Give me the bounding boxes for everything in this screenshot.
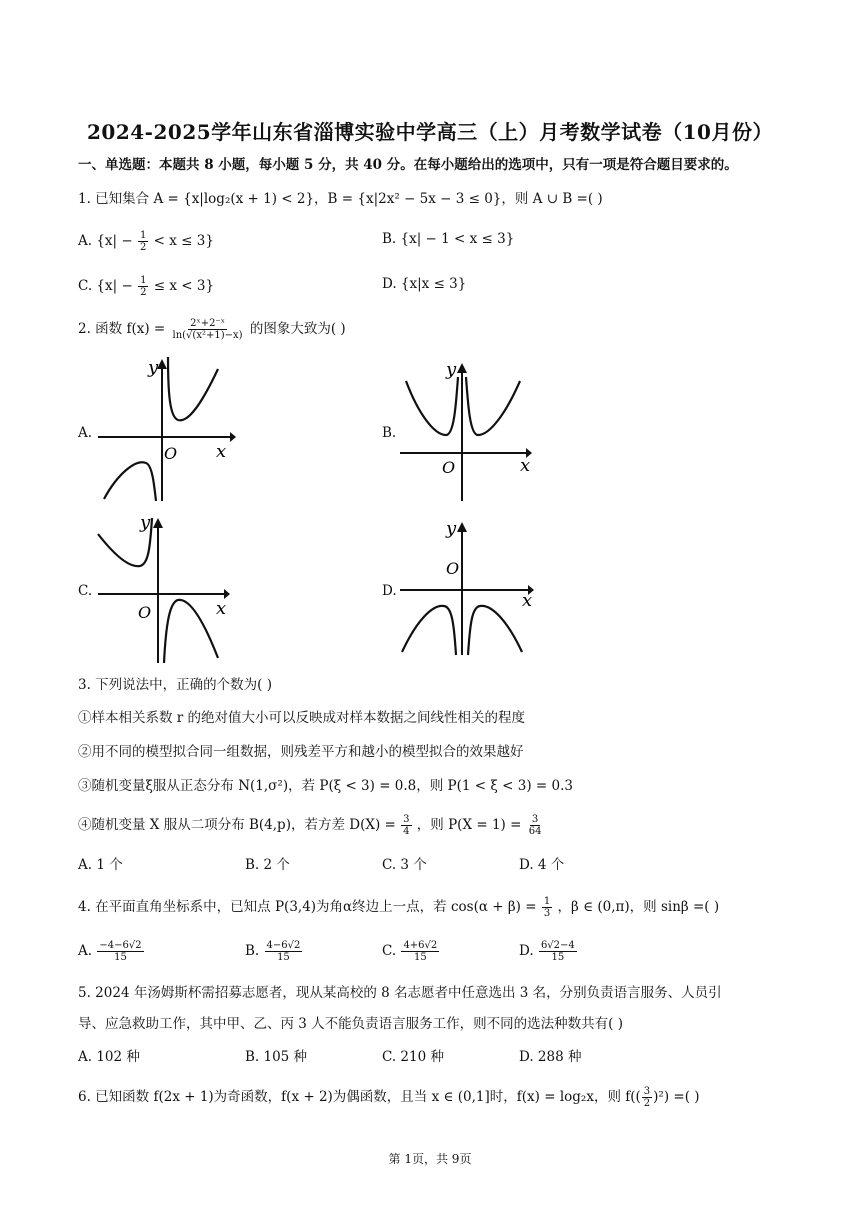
question-2-stem [78,318,346,341]
q6-numerator: 3 [643,1086,651,1097]
q2-option-a-label: A. [78,425,93,441]
q4-option-a-numerator: −4−6√2 [99,940,142,951]
q1-option-c [78,275,214,298]
q3-option-c: C. 3 个 [382,857,427,873]
q2-numerator: 2ˣ+2⁻ˣ [190,318,225,329]
q2-graph-c-origin: O [138,603,152,622]
q2-graph-b-x-label: x [520,455,531,476]
question-5-stem-line-2: 导、应急救助工作，其中甲、乙、丙 3 人不能负责语言服务工作，则不同的选法种数共有( ) [78,1016,623,1032]
q1-option-d: D. {x|x ≤ 3} [382,276,467,292]
q1-option-c-denominator: 2 [140,287,147,298]
q4-denominator: 3 [543,908,551,919]
q2-option-d-label: D. [382,583,397,599]
question-4-stem [78,896,719,919]
q4-stem-suffix: ，β ∈ (0,π)，则 sinβ =( ) [557,899,720,915]
q4-numerator: 1 [543,896,551,907]
q2-graph-b [398,355,538,503]
q2-graph-a [96,355,236,503]
q2-option-c-label: C. [78,583,93,599]
q1-option-c-suffix: ≤ x < 3} [153,278,215,294]
q3-statement-4 [78,814,544,837]
q2-stem-suffix: 的图象大致为( ) [249,321,346,337]
q2-graph-c-y-label: y [140,512,151,533]
q1-option-a-prefix: A. {x| − [78,233,133,249]
q3-statement-1: ①样本相关系数 r 的绝对值大小可以反映成对样本数据之间线性相关的程度 [78,710,526,726]
q4-option-a-denominator: 15 [114,952,127,963]
q4-option-b [245,940,303,963]
q1-option-a-denominator: 2 [139,242,147,253]
q4-option-d-label: D. [519,943,534,959]
q1-option-c-numerator: 1 [140,275,147,286]
q4-option-a [78,940,145,963]
q2-graph-d [398,512,538,657]
q2-graph-b-origin: O [442,458,456,477]
q2-graph-c [96,510,236,665]
question-3-stem: 3. 下列说法中，正确的个数为( ) [78,677,272,693]
q1-option-c-prefix: C. {x| − [78,278,133,294]
q3-s4-numerator-2: 3 [531,814,539,825]
question-6-stem [78,1086,700,1109]
q1-option-a-numerator: 1 [139,230,147,241]
q3-s4-middle: ，则 P(X = 1) = [416,817,522,833]
page-title: 2024-2025学年山东省淄博实验中学高三（上）月考数学试卷（10月份） [87,120,773,144]
q2-graph-c-x-label: x [216,598,227,619]
q2-stem-prefix: 2. 函数 f(x) = [78,321,166,337]
q4-option-d-numerator: 6√2−4 [540,940,575,951]
q6-stem-prefix: 6. 已知函数 f(2x + 1)为奇函数，f(x + 2)为偶函数，且当 x ∈ (0,1]时，f(x) = log₂x，则 f(( [78,1089,641,1105]
q5-option-b: B. 105 种 [245,1049,308,1065]
q4-option-d-denominator: 15 [551,952,565,963]
q2-graph-d-y-label: y [446,518,457,539]
q1-option-b: B. {x| − 1 < x ≤ 3} [382,231,515,247]
q5-option-d: D. 288 种 [519,1049,582,1065]
q2-graph-a-x-label: x [216,441,227,462]
q5-option-a: A. 102 种 [78,1049,140,1065]
q3-option-d: D. 4 个 [519,857,565,873]
q4-stem-prefix: 4. 在平面直角坐标系中，已知点 P(3,4)为角α终边上一点，若 cos(α + β) = [78,899,537,915]
q4-option-b-denominator: 15 [277,952,290,963]
q3-s4-numerator-1: 3 [403,814,410,825]
q3-option-b: B. 2 个 [245,857,290,873]
q3-statement-2: ②用不同的模型拟合同一组数据，则残差平方和越小的模型拟合的效果越好 [78,744,524,760]
q5-option-c: C. 210 种 [382,1049,444,1065]
q4-option-c-label: C. [382,943,397,959]
q3-s4-denominator-1: 4 [403,826,410,837]
q4-option-c-denominator: 15 [413,952,427,963]
q4-option-b-label: B. [245,943,260,959]
q3-statement-3: ③随机变量ξ服从正态分布 N(1,σ²)，若 P(ξ < 3) = 0.8，则 P(1 < ξ < 3) = 0.3 [78,778,573,794]
q2-option-b-label: B. [382,425,397,441]
q2-graph-b-y-label: y [446,359,457,380]
page-footer: 第 1页，共 9页 [388,1152,472,1166]
q6-stem-suffix: )²) =( ) [653,1089,700,1105]
q1-option-a [78,230,214,253]
q2-graph-a-y-label: y [148,357,159,378]
question-1-stem: 1. 已知集合 A = {x|log₂(x + 1) < 2}，B = {x|2x² − 5x − 3 ≤ 0}，则 A ∪ B =( ) [78,191,603,207]
q6-denominator: 2 [643,1098,651,1109]
q4-option-c-numerator: 4+6√2 [403,940,438,951]
section-heading: 一、单选题：本题共 8 小题，每小题 5 分，共 40 分。在每小题给出的选项中，只有一项是符合题目要求的。 [78,157,738,173]
question-5-stem-line-1: 5. 2024 年汤姆斯杯需招募志愿者，现从某高校的 8 名志愿者中任意选出 3 名，分别负责语言服务、人员引 [78,985,722,1001]
q1-option-a-suffix: < x ≤ 3} [153,233,214,249]
q2-denominator: ln(√(x²+1)−x) [172,330,243,341]
q3-s4-prefix: ④随机变量 X 服从二项分布 B(4,p)，若方差 D(X) = [78,817,396,833]
q4-option-b-numerator: 4−6√2 [266,940,301,951]
q4-option-c [382,940,440,963]
q2-graph-d-x-label: x [522,590,533,611]
q3-s4-denominator-2: 64 [528,826,542,837]
q4-option-d [519,940,578,963]
q3-option-a: A. 1 个 [78,857,123,873]
q4-option-a-label: A. [78,943,93,959]
q2-graph-a-origin: O [164,444,178,463]
q2-graph-d-origin: O [446,559,460,578]
